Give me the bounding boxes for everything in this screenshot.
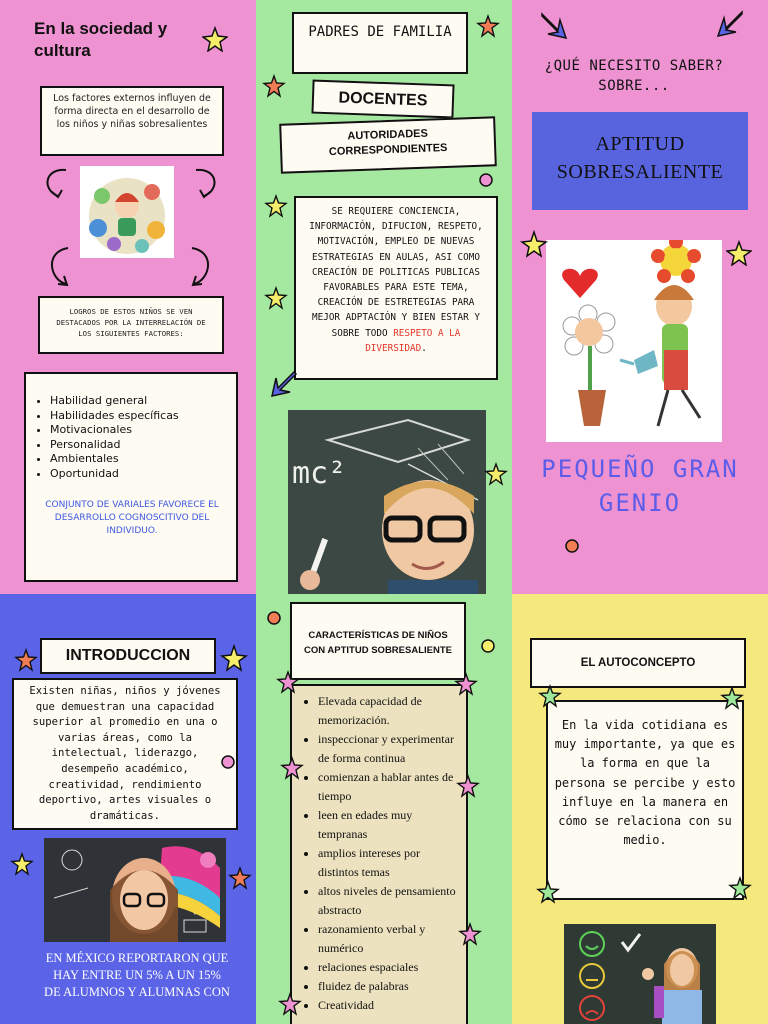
introduccion-text: Existen niñas, niños y jóvenes que demuestran una capacidad superior al promedio en una o varias áreas, como la intelectual, liderazgo, desempeño académico, creatividad, rendimiento deportivo, artes visuales o dramáticas.	[29, 685, 221, 822]
flower-watering-illustration	[546, 240, 722, 442]
star-icon	[720, 686, 744, 710]
star-icon	[202, 26, 228, 52]
panel-actores	[256, 0, 512, 594]
arrow-down-left-icon	[712, 6, 746, 40]
list-item: • Habilidad general	[50, 394, 228, 409]
star-icon	[262, 74, 286, 98]
list-item: • fluidez de palabras	[318, 977, 460, 996]
star-icon	[276, 670, 300, 694]
emotions-chalkboard-photo	[564, 924, 716, 1024]
curly-arrow-icon	[186, 162, 226, 202]
caracteristicas-list-box	[290, 684, 468, 1024]
factors-intro-box	[40, 86, 224, 156]
circle-icon	[564, 538, 580, 554]
question-text: ¿QUÉ NECESITO SABER? SOBRE...	[544, 58, 724, 94]
curly-arrow-icon	[40, 244, 80, 292]
autoconcepto-text-box	[546, 700, 744, 900]
autoconcepto-text: En la vida cotidiana es muy importante, ya que es la forma en que la persona se percibe y esto influye en la manera en cómo se relaciona con su medio.	[554, 718, 736, 848]
star-icon	[220, 644, 248, 672]
autoridades-box	[279, 116, 497, 174]
aptitud-title: APTITUD SOBRESALIENTE	[556, 133, 724, 183]
star-icon	[726, 240, 752, 266]
padres-box	[292, 12, 468, 74]
star-icon	[278, 992, 302, 1016]
docentes-text: DOCENTES	[338, 89, 428, 110]
panel-sociedad	[0, 0, 256, 594]
list-item: • comienzan a hablar antes de tiempo	[318, 768, 460, 806]
conjunto-text: CONJUNTO DE VARIALES FAVORECE EL DESARROLLO COGNOSCITIVO DEL INDIVIDUO.	[45, 500, 219, 536]
list-item: • Oportunidad	[50, 467, 228, 482]
arrow-down-left-icon	[268, 368, 300, 400]
star-icon	[520, 230, 548, 258]
factors-intro-text: Los factores externos influyen de forma directa en el desarrollo de los niños y niñas sobresalientes	[53, 93, 211, 130]
circle-icon	[220, 754, 236, 770]
star-icon	[728, 876, 752, 900]
respeto-highlight: RESPETO A LA DIVERSIDAD	[365, 327, 461, 354]
requiere-end: .	[421, 342, 427, 354]
list-item: • Creatividad	[318, 996, 460, 1015]
list-item: • leen en edades muy tempranas	[318, 806, 460, 844]
curly-arrow-icon	[180, 244, 220, 292]
panel-aptitud	[512, 0, 768, 594]
list-item: • inspeccionar y experimentar de forma continua	[318, 730, 460, 768]
chalkboard-boy-photo	[288, 410, 486, 594]
caracteristicas-title: CARACTERÍSTICAS DE NIÑOS CON APTITUD SOBRESALIENTE	[304, 630, 452, 656]
introduccion-title: INTRODUCCION	[65, 647, 191, 664]
girl-glasses-photo	[44, 838, 226, 942]
autoconcepto-title: EL AUTOCONCEPTO	[580, 657, 696, 669]
padres-text: PADRES DE FAMILIA	[308, 24, 452, 40]
star-icon	[484, 462, 508, 486]
docentes-box	[311, 80, 454, 119]
caracteristicas-title-box	[290, 602, 466, 680]
list-item: • Personalidad	[50, 438, 228, 453]
introduccion-text-box	[12, 678, 238, 830]
panel-introduccion	[0, 594, 256, 1024]
star-icon	[456, 774, 480, 798]
panel-caracteristicas	[256, 594, 512, 1024]
factors-list-box	[24, 372, 238, 582]
panel1-title: En la sociedad y cultura	[34, 19, 168, 60]
panel-autoconcepto	[512, 594, 768, 1024]
arrow-down-right-icon	[538, 8, 572, 42]
star-icon	[10, 852, 34, 876]
circle-icon	[480, 638, 496, 654]
logros-text: LOGROS DE ESTOS NIÑOS SE VEN DESTACADOS POR LA INTERRELACIÓN DE LOS SIGUIENTES FACTORES:	[56, 307, 206, 338]
list-item: • Motivacionales	[50, 423, 228, 438]
requiere-main: SE REQUIERE CONCIENCIA, INFORMACIÓN, DIFUCION, RESPETO, MOTIVACIÓN, EMPLEO DE NUEVAS ESTRATEGIAS EN AULAS, ASI COMO CREACIÓN DE POLITICAS PUBLICAS FAVORABLES PARA ESTE TEMA, CREACIÓN DE ESTRETEGIAS PARA MEJOR ADPTACIÓN Y BIEN ESTAR Y SOBRE TODO	[309, 206, 483, 339]
chalk-formula: mc²	[292, 456, 347, 491]
logros-box	[38, 296, 224, 354]
list-item: • razonamiento verbal y numérico	[318, 920, 460, 958]
list-item: • Elevada capacidad de memorización.	[318, 692, 460, 730]
star-icon	[14, 648, 38, 672]
autoridades-text: AUTORIDADES CORRESPONDIENTES	[328, 127, 448, 159]
list-item: • Ambientales	[50, 452, 228, 467]
star-icon	[538, 684, 562, 708]
star-icon	[476, 14, 500, 38]
mexico-text: EN MÉXICO REPORTARON QUE HAY ENTRE UN 5% A UN 15% DE ALUMNOS Y ALUMNAS CON	[44, 951, 230, 999]
genio-subtitle: PEQUEÑO GRAN GENIO	[541, 455, 739, 517]
curly-arrow-icon	[36, 162, 76, 202]
star-icon	[264, 194, 288, 218]
factors-list	[36, 394, 228, 481]
star-icon	[536, 880, 560, 904]
star-icon	[280, 756, 304, 780]
list-item: • relaciones espaciales	[318, 958, 460, 977]
introduccion-title-box	[40, 638, 216, 674]
star-icon	[454, 672, 478, 696]
requiere-text	[302, 204, 490, 356]
star-icon	[458, 922, 482, 946]
list-item: • amplios intereses por distintos temas	[318, 844, 460, 882]
list-item: • Habilidades específicas	[50, 409, 228, 424]
star-icon	[228, 866, 252, 890]
requiere-box	[294, 196, 498, 380]
circle-icon	[266, 610, 282, 626]
list-item: • altos niveles de pensamiento abstracto	[318, 882, 460, 920]
circle-icon	[478, 172, 494, 188]
autoconcepto-title-box	[530, 638, 746, 688]
aptitud-title-box	[532, 112, 748, 210]
child-factors-illustration	[80, 166, 174, 258]
star-icon	[264, 286, 288, 310]
caracteristicas-list	[302, 692, 460, 1015]
